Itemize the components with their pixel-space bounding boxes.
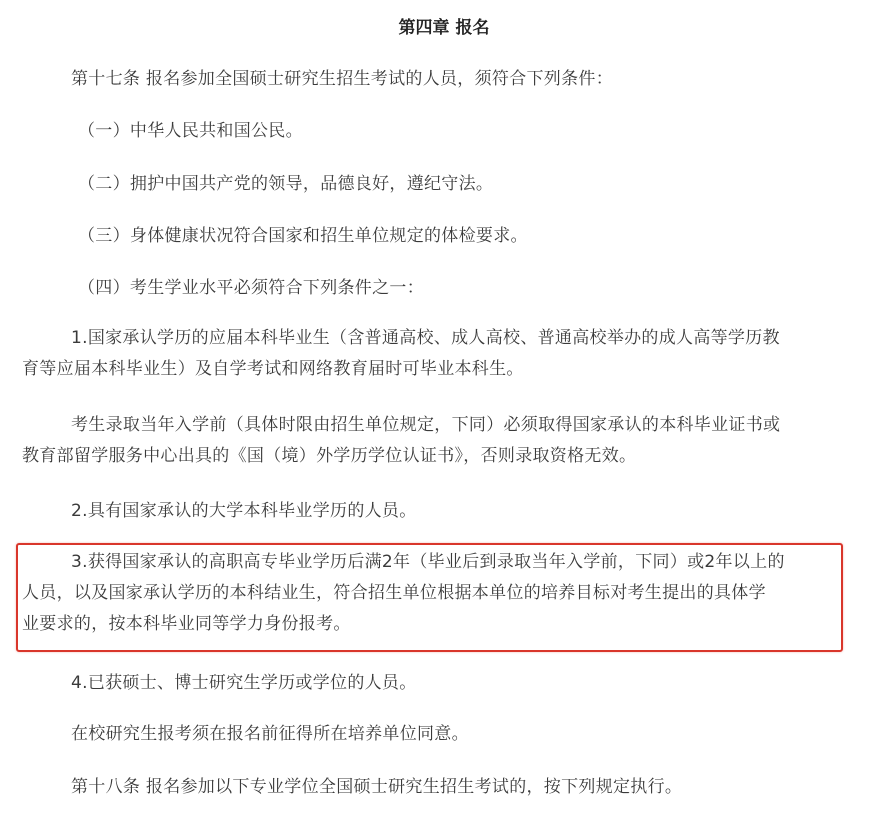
item-1-note bbox=[22, 410, 781, 472]
item-2: 2.具有国家承认的大学本科毕业学历的人员。 bbox=[71, 501, 417, 521]
item-4: 4.已获硕士、博士研究生学历或学位的人员。 bbox=[71, 673, 417, 693]
article-17-intro: 第十七条 报名参加全国硕士研究生招生考试的人员，须符合下列条件： bbox=[71, 69, 614, 89]
in-school-note: 在校研究生报考须在报名前征得所在培养单位同意。 bbox=[71, 724, 469, 744]
item-3-line-3: 业要求的，按本科毕业同等学力身份报考。 bbox=[22, 614, 351, 634]
item-1 bbox=[22, 323, 780, 385]
condition-4: （四）考生学业水平必须符合下列条件之一： bbox=[78, 278, 424, 298]
condition-3: （三）身体健康状况符合国家和招生单位规定的体检要求。 bbox=[78, 226, 528, 246]
article-18-intro: 第十八条 报名参加以下专业学位全国硕士研究生招生考试的，按下列规定执行。 bbox=[71, 777, 683, 797]
condition-1: （一）中华人民共和国公民。 bbox=[78, 121, 303, 141]
item-1-note-line-1: 考生录取当年入学前（具体时限由招生单位规定，下同）必须取得国家承认的本科毕业证书或 bbox=[71, 415, 781, 435]
item-3-line-2: 人员，以及国家承认学历的本科结业生，符合招生单位根据本单位的培养目标对考生提出的具体学 bbox=[22, 583, 766, 603]
item-1-line-2: 育等应届本科毕业生）及自学考试和网络教育届时可毕业本科生。 bbox=[22, 359, 524, 379]
item-3-line-1: 3.获得国家承认的高职高专毕业学历后满2年（毕业后到录取当年入学前，下同）或2年以上的 bbox=[71, 552, 785, 572]
item-1-line-1: 1.国家承认学历的应届本科毕业生（含普通高校、成人高校、普通高校举办的成人高等学历教 bbox=[71, 328, 780, 348]
chapter-title: 第四章 报名 bbox=[398, 18, 490, 38]
condition-2: （二）拥护中国共产党的领导，品德良好，遵纪守法。 bbox=[78, 174, 494, 194]
item-1-note-line-2: 教育部留学服务中心出具的《国（境）外学历学位认证书》，否则录取资格无效。 bbox=[22, 446, 637, 466]
item-3 bbox=[22, 547, 785, 640]
